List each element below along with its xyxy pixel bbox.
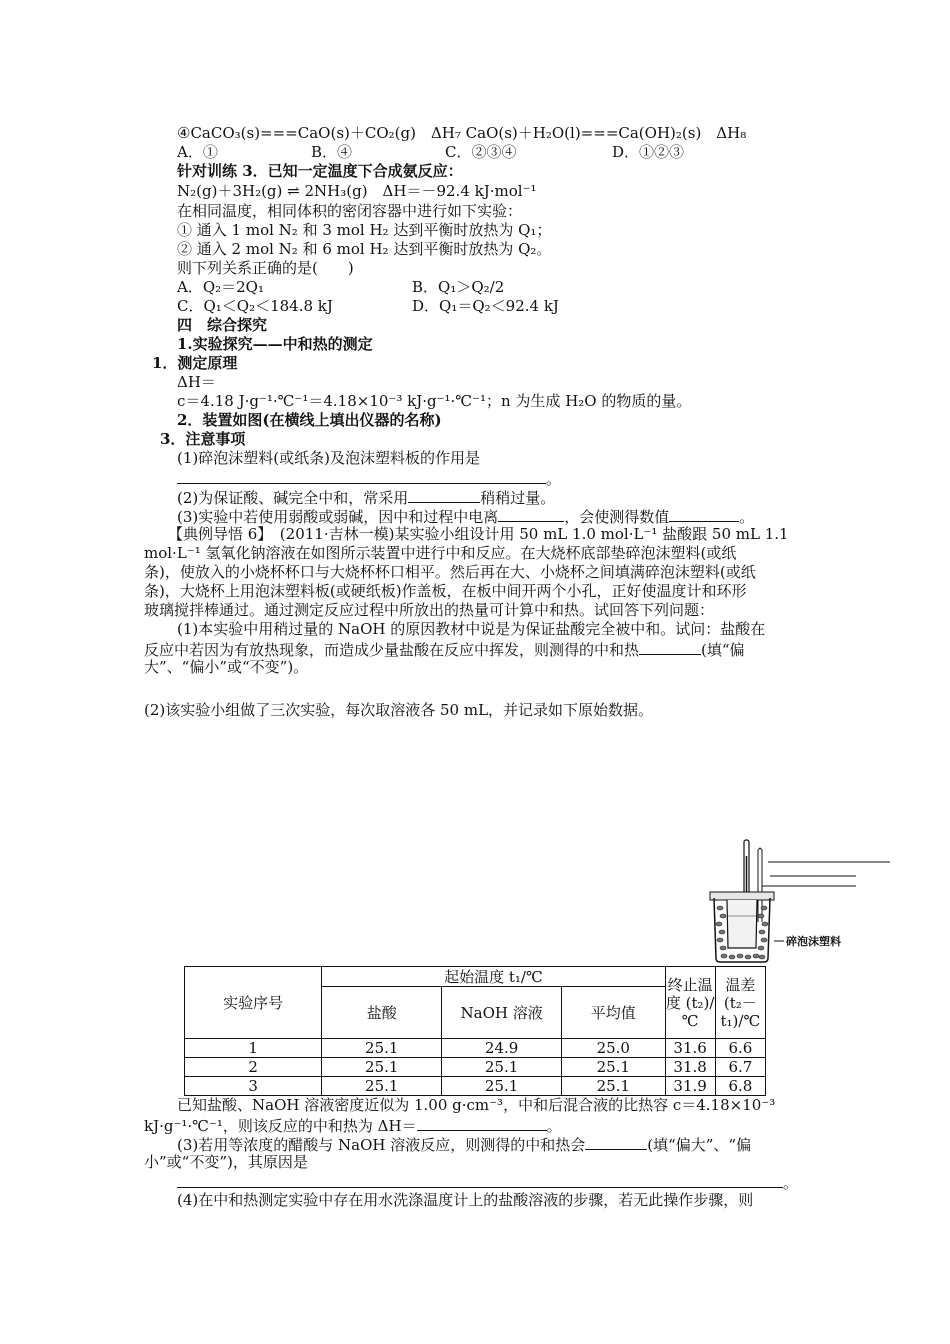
- example-6-line-4: 条)，大烧杯上用泡沫塑料板(或硬纸板)作盖板，在板中间开两个小孔，正好使温度计和环形: [144, 582, 747, 600]
- answer-blank[interactable]: [498, 506, 564, 522]
- note-2-text: (2)为保证酸、碱完全中和，常采用: [177, 489, 409, 507]
- table-cell: 6.8: [715, 1077, 765, 1096]
- question-1-line-2: [144, 639, 745, 660]
- note-3-text: (3)实验中若使用弱酸或弱碱，因中和过程中电离: [177, 508, 499, 526]
- calorimeter-figure: [700, 836, 900, 966]
- header-start-temp: 起始温度 t₁/℃: [322, 967, 665, 987]
- table-cell: 6.7: [715, 1058, 765, 1077]
- table-cell: 31.9: [665, 1077, 715, 1096]
- delta-h-formula: ΔH＝: [177, 373, 216, 391]
- answer-blank[interactable]: [585, 1134, 647, 1150]
- note-1: (1)碎泡沫塑料(或纸条)及泡沫塑料板的作用是: [177, 449, 480, 467]
- table-row: [185, 1058, 766, 1077]
- example-6-line-5: 玻璃搅拌棒通过。通过测定反应过程中所放出的热量可计算中和热。试回答下列问题：: [144, 601, 715, 619]
- question-1-hint: (填“偏: [701, 641, 745, 659]
- lid-board: [710, 892, 774, 900]
- table-cell: 25.1: [562, 1077, 665, 1096]
- data-table: [184, 966, 766, 1096]
- header-temp-diff: 温差 (t₂－t₁)/℃: [715, 967, 765, 1039]
- answer-blank[interactable]: [408, 487, 480, 503]
- table-cell: 25.1: [562, 1058, 665, 1077]
- stirrer-icon: [758, 848, 762, 922]
- note-3: [177, 506, 754, 527]
- option-a: A．①: [177, 143, 218, 161]
- ex3-option-c: C．Q₁＜Q₂＜184.8 kJ: [177, 297, 333, 315]
- table-cell: 25.1: [442, 1058, 562, 1077]
- exercise-3-text: 在相同温度，相同体积的密闭容器中进行如下实验：: [177, 202, 523, 220]
- question-3-answer-line: [177, 1172, 798, 1193]
- header-hcl: 盐酸: [322, 987, 442, 1039]
- ex3-option-a: A．Q₂＝2Q₁: [177, 278, 264, 296]
- ex3-option-b: B．Q₁＞Q₂/2: [412, 278, 505, 296]
- table-cell: 6.6: [715, 1039, 765, 1058]
- ammonia-equation: N₂(g)＋3H₂(g) ⇌ 2NH₃(g) ΔH＝－92.4 kJ·mol⁻¹: [177, 182, 537, 200]
- question-1-text: 反应中若因为有放热现象，而造成少量盐酸在反应中挥发，则测得的中和热: [144, 641, 640, 659]
- table-row: [185, 1077, 766, 1096]
- table-cell: 24.9: [442, 1039, 562, 1058]
- header-end-temp: 终止温度 (t₂)/℃: [665, 967, 715, 1039]
- period: 。: [739, 508, 755, 526]
- section-subheading: 1.实验探究——中和热的测定: [177, 335, 373, 353]
- example-6-line-2: mol·L⁻¹ 氢氧化钠溶液在如图所示装置中进行中和反应。在大烧杯底部垫碎泡沫塑料(或纸: [144, 544, 737, 562]
- header-seq: 实验序号: [185, 967, 322, 1039]
- table-cell: 25.0: [562, 1039, 665, 1058]
- question-4-line-1: (4)在中和热测定实验中存在用水洗涤温度计上的盐酸溶液的步骤，若无此操作步骤，则: [177, 1191, 754, 1209]
- period: 。: [546, 1117, 562, 1135]
- question-2-text: kJ·g⁻¹·℃⁻¹，则该反应的中和热为 ΔH＝: [144, 1117, 417, 1135]
- question-1-line-1: (1)本实验中用稍过量的 NaOH 的原因教材中说是为保证盐酸完全被中和。试问：盐酸在: [177, 620, 766, 638]
- exercise-3-title: 针对训练 3．已知一定温度下合成氨反应：: [177, 162, 463, 180]
- option-d: D．①②③: [612, 143, 685, 161]
- option-b: B．④: [311, 143, 353, 161]
- specific-heat-text: c＝4.18 J·g⁻¹·℃⁻¹＝4.18×10⁻³ kJ·g⁻¹·℃⁻¹；n 为生成 H₂O 的物质的量。: [177, 392, 692, 410]
- example-6-line-1: 【典例导悟 6】 (2011·吉林一模)某实验小组设计用 50 mL 1.0 mol·L⁻¹ 盐酸跟 50 mL 1.1: [168, 525, 789, 543]
- exercise-3-case-2: ② 通入 2 mol N₂ 和 6 mol H₂ 达到平衡时放热为 Q₂。: [177, 240, 552, 258]
- note-1-answer-line: [177, 468, 561, 489]
- reaction-line-4: ④CaCO₃(s)===CaO(s)＋CO₂(g) ΔH₇ CaO(s)＋H₂O(l)===Ca(OH)₂(s) ΔH₈: [177, 124, 747, 142]
- question-3-text: (3)若用等浓度的醋酸与 NaOH 溶液反应，则测得的中和热会: [177, 1136, 586, 1154]
- table-cell: 31.8: [665, 1058, 715, 1077]
- table-cell: 31.6: [665, 1039, 715, 1058]
- header-naoh: NaOH 溶液: [442, 987, 562, 1039]
- table-cell: 25.1: [322, 1039, 442, 1058]
- exercise-3-case-1: ① 通入 1 mol N₂ 和 3 mol H₂ 达到平衡时放热为 Q₁；: [177, 221, 552, 239]
- question-3-line-1: [177, 1134, 751, 1155]
- question-1-line-3: 大”、“偏小”或“不变”)。: [144, 658, 309, 676]
- answer-blank[interactable]: [639, 639, 701, 655]
- table-cell: 25.1: [322, 1077, 442, 1096]
- ex3-option-d: D．Q₁＝Q₂＜92.4 kJ: [412, 297, 559, 315]
- small-beaker: [727, 900, 757, 948]
- table-cell: 25.1: [322, 1058, 442, 1077]
- answer-blank[interactable]: [177, 1172, 783, 1188]
- notes-heading: 3．注意事项: [160, 430, 246, 448]
- table-cell: 25.1: [442, 1077, 562, 1096]
- example-6-line-3: 条)，使放入的小烧杯杯口与大烧杯杯口相平。然后再在大、小烧杯之间填满碎泡沫塑料(或纸: [144, 563, 756, 581]
- option-c: C．②③④: [445, 143, 517, 161]
- apparatus-heading: 2．装置如图(在横线上填出仪器的名称): [177, 411, 442, 429]
- table-cell: 2: [185, 1058, 322, 1077]
- foam-label: 碎泡沫塑料: [786, 936, 841, 948]
- header-avg: 平均值: [562, 987, 665, 1039]
- table-cell: 3: [185, 1077, 322, 1096]
- section-4-heading: 四 综合探究: [177, 316, 268, 334]
- table-cell: 1: [185, 1039, 322, 1058]
- principle-heading: 1．测定原理: [152, 354, 238, 372]
- question-2-intro: (2)该实验小组做了三次实验，每次取溶液各 50 mL，并记录如下原始数据。: [144, 701, 654, 719]
- note-2: [177, 487, 555, 508]
- note-3-text-mid: ，会使测得数值: [564, 508, 670, 526]
- table-row: [185, 1039, 766, 1058]
- answer-blank[interactable]: [417, 1115, 547, 1131]
- period: 。: [783, 1174, 799, 1192]
- exercise-3-question: 则下列关系正确的是( ): [177, 259, 354, 277]
- note-2-text-end: 稍稍过量。: [480, 489, 556, 507]
- question-2-answer-line: [144, 1115, 562, 1136]
- answer-blank[interactable]: [177, 468, 546, 484]
- question-2-info: 已知盐酸、NaOH 溶液密度近似为 1.00 g·cm⁻³，中和后混合液的比热容 c＝4.18×10⁻³: [177, 1096, 776, 1114]
- question-3-hint: (填“偏大”、“偏: [647, 1136, 752, 1154]
- question-3-line-2: 小”或“不变”)，其原因是: [144, 1153, 308, 1171]
- period: 。: [546, 470, 562, 488]
- answer-blank[interactable]: [669, 506, 739, 522]
